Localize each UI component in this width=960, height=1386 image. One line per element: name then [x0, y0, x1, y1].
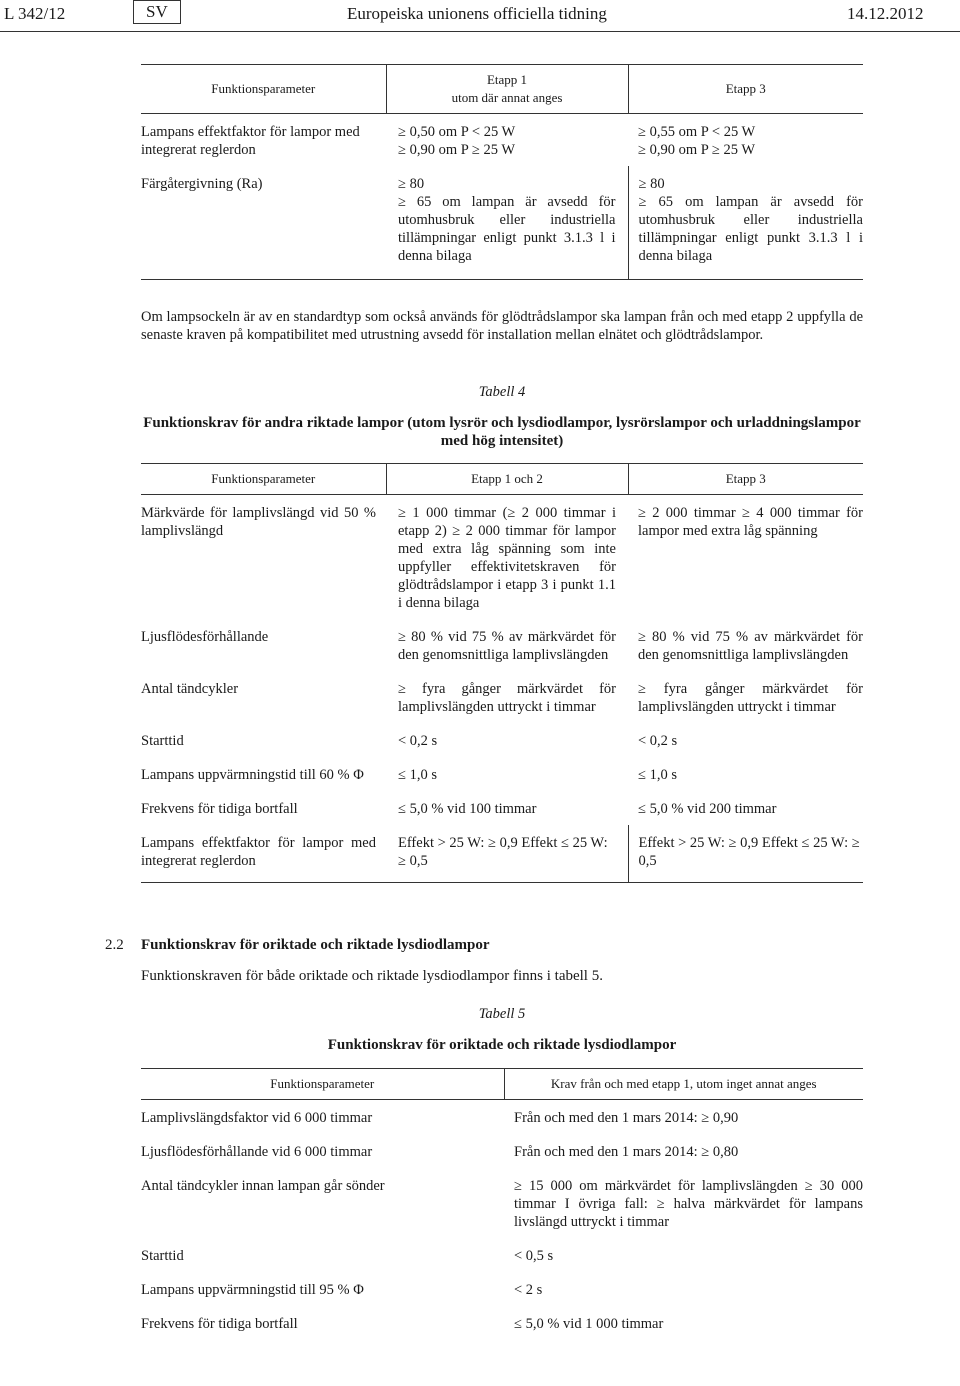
- table-row: [141, 1134, 863, 1168]
- param-cell: Antal tändcykler innan lampan går sönder: [141, 1178, 385, 1194]
- value-cell: < 0,2 s: [638, 733, 678, 749]
- table-header-row: [141, 464, 863, 495]
- value-cell: < 0,2 s: [398, 733, 438, 749]
- value-cell: Från och med den 1 mars 2014: ≥ 0,90: [514, 1110, 739, 1126]
- param-cell: Frekvens för tidiga bortfall: [141, 1316, 298, 1332]
- section-number: 2.2: [105, 937, 124, 953]
- param-cell: Ljusflödesförhållande vid 6 000 timmar: [141, 1144, 373, 1160]
- value-cell: ≤ 1,0 s: [398, 767, 437, 783]
- table-row: [141, 723, 863, 757]
- table-row: [141, 791, 863, 825]
- language-badge: SV: [133, 0, 181, 24]
- table-5-title: Funktionskrav för oriktade och riktade lysdiodlampor: [327, 1037, 677, 1053]
- column-header: Funktionsparameter: [141, 1069, 504, 1100]
- table-row: [141, 114, 863, 167]
- param-cell: Färgåtergivning (Ra): [141, 166, 386, 280]
- body-paragraph: Om lampsockeln är av en standardtyp som också används för glödtrådslampor ska lampan från och med etapp 2 uppfylla de senaste kraven på kompatibilitet med utrustning avsedd för installation mellan elnätet och glödtrådslampor.: [141, 309, 863, 343]
- value-cell: ≥ 1 000 timmar (≥ 2 000 timmar i etapp 2) ≥ 2 000 timmar för lampor med extra låg spänning som inte uppfyller effektivitetskraven för glödtrådslampor i etapp 3 i punkt 1.1 i denna bilaga: [398, 505, 616, 611]
- value-cell: ≥ 80 % vid 75 % av märkvärdet för den genomsnittliga lamplivslängden: [398, 629, 616, 663]
- param-cell: Lampans effektfaktor för lampor med integrerat reglerdon: [141, 825, 386, 883]
- param-cell: Lampans uppvärmningstid till 60 % Φ: [141, 767, 364, 783]
- value-cell: Effekt > 25 W: ≥ 0,9 Effekt ≤ 25 W: ≥ 0,5: [386, 825, 628, 883]
- value-cell: < 2 s: [514, 1282, 543, 1298]
- table-row: [141, 495, 863, 620]
- value-cell: < 0,5 s: [514, 1248, 554, 1264]
- param-cell: Antal tändcykler: [141, 681, 239, 697]
- value-cell: ≥ 0,50 om P < 25 W ≥ 0,90 om P ≥ 25 W: [398, 124, 516, 158]
- column-header: Etapp 1 och 2: [386, 464, 628, 495]
- value-cell: ≤ 5,0 % vid 100 timmar: [398, 801, 537, 817]
- column-header: Etapp 1 utom där annat anges: [386, 65, 628, 114]
- param-cell: Ljusflödesförhållande: [141, 629, 269, 645]
- table-row: [141, 1306, 863, 1340]
- value-cell: ≥ 80 % vid 75 % av märkvärdet för den genomsnittliga lamplivslängden: [638, 629, 863, 663]
- value-cell: ≥ 15 000 om märkvärdet för lamplivslängden ≥ 30 000 timmar I övriga fall: ≥ halva märkvärdet för lampans livslängd uttryckt i timmar: [514, 1178, 863, 1230]
- table-row: [141, 1100, 863, 1135]
- table-5-caption: Tabell 5: [478, 1006, 526, 1022]
- table-header-row: [141, 1069, 863, 1100]
- table-row: [141, 671, 863, 723]
- param-cell: Lampans effektfaktor för lampor med integrerat reglerdon: [141, 124, 360, 158]
- section-text: Funktionskraven för både oriktade och riktade lysdiodlampor finns i tabell 5.: [141, 968, 603, 984]
- column-header: Krav från och med etapp 1, utom inget annat anges: [504, 1069, 863, 1100]
- section-title: Funktionskrav för oriktade och riktade lysdiodlampor: [141, 937, 490, 953]
- table-row: [141, 825, 863, 883]
- value-cell: ≤ 5,0 % vid 200 timmar: [638, 801, 777, 817]
- param-cell: Märkvärde för lamplivslängd vid 50 % lamplivslängd: [141, 505, 376, 539]
- table-4-title: Funktionskrav för andra riktade lampor (utom lysrör och lysdiodlampor, lysrörslampor och urladdningslampor med hög intensitet): [143, 415, 861, 449]
- param-cell: Lampans uppvärmningstid till 95 % Φ: [141, 1282, 364, 1298]
- value-cell: Effekt > 25 W: ≥ 0,9 Effekt ≤ 25 W: ≥ 0,5: [628, 825, 863, 883]
- value-cell: ≤ 1,0 s: [638, 767, 677, 783]
- value-cell: ≥ fyra gånger märkvärdet för lamplivslängden uttryckt i timmar: [398, 681, 616, 715]
- journal-title: Europeiska unionens officiella tidning: [347, 4, 607, 23]
- table-4: [141, 463, 863, 883]
- table-row: [141, 1272, 863, 1306]
- table-4-caption: Tabell 4: [478, 384, 526, 400]
- value-cell: ≥ 0,55 om P < 25 W ≥ 0,90 om P ≥ 25 W: [638, 124, 756, 158]
- table-row: [141, 166, 863, 280]
- value-cell: ≤ 5,0 % vid 1 000 timmar: [514, 1316, 664, 1332]
- value-cell: Från och med den 1 mars 2014: ≥ 0,80: [514, 1144, 739, 1160]
- param-cell: Lamplivslängdsfaktor vid 6 000 timmar: [141, 1110, 373, 1126]
- param-cell: Starttid: [141, 733, 184, 749]
- table-row: [141, 619, 863, 671]
- column-header: Funktionsparameter: [141, 65, 386, 114]
- page-reference: L 342/12: [4, 4, 66, 23]
- param-cell: Starttid: [141, 1248, 184, 1264]
- column-header: Etapp 3: [628, 65, 863, 114]
- column-header: Funktionsparameter: [141, 464, 386, 495]
- value-cell: ≥ 2 000 timmar ≥ 4 000 timmar för lampor med extra låg spänning: [638, 505, 863, 539]
- table-5: [141, 1068, 863, 1340]
- param-cell: Frekvens för tidiga bortfall: [141, 801, 298, 817]
- table-3-continued: [141, 64, 863, 280]
- table-row: [141, 757, 863, 791]
- value-cell: ≥ 80 ≥ 65 om lampan är avsedd för utomhusbruk eller industriella tillämpningar enligt punkt 3.1.3 l i denna bilaga: [628, 166, 863, 280]
- table-row: [141, 1168, 863, 1238]
- header-divider: [0, 31, 960, 32]
- table-row: [141, 1238, 863, 1272]
- value-cell: ≥ fyra gånger märkvärdet för lamplivslängden uttryckt i timmar: [638, 681, 863, 715]
- table-header-row: [141, 65, 863, 114]
- publication-date: 14.12.2012: [847, 4, 924, 23]
- column-header: Etapp 3: [628, 464, 863, 495]
- value-cell: ≥ 80 ≥ 65 om lampan är avsedd för utomhusbruk eller industriella tillämpningar enligt punkt 3.1.3 l i denna bilaga: [386, 166, 628, 280]
- page-header: [0, 0, 960, 32]
